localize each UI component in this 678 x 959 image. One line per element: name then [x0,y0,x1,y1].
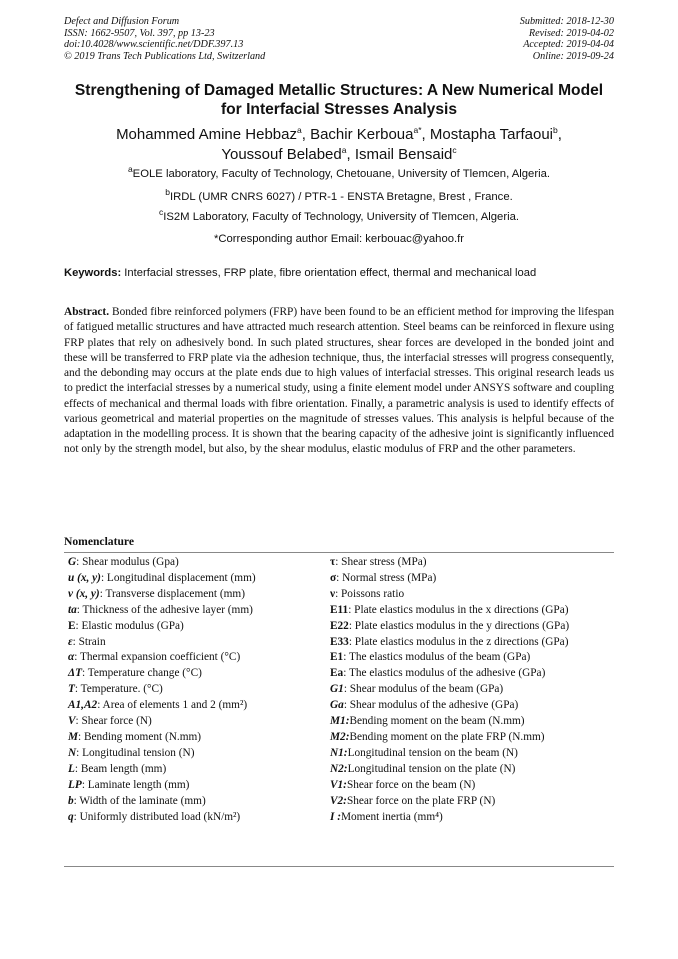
author-affil-mark: a [341,144,347,155]
nomenclature-top-rule [64,552,614,553]
nomenclature-symbol: ν [330,587,336,600]
nomenclature-description: : Longitudinal tension (N) [76,746,195,759]
author-name: Mohammed Amine Hebbaz [116,126,297,143]
nomenclature-entry [330,730,615,746]
nomenclature-symbol: LP [68,778,82,791]
nomenclature-symbol: ε [68,635,73,648]
nomenclature-symbol: V [68,715,76,728]
nomenclature-symbol: σ [330,571,337,584]
nomenclature-entry [68,555,330,571]
nomenclature-entry [68,635,330,651]
author-affil-mark: a [297,125,302,135]
nomenclature-left-column [68,555,330,825]
affiliation-a [40,164,638,181]
nomenclature-entry [68,778,330,794]
nomenclature-symbol: M2: [330,730,350,743]
nomenclature-entry [68,587,330,603]
nomenclature-description: : Thickness of the adhesive layer (mm) [76,603,253,616]
nomenclature-description: : Area of elements 1 and 2 (mm²) [97,699,248,712]
abstract-text: Bonded fibre reinforced polymers (FRP) have been found to be an efficient method for improving the lifespan of fatigued metallic structures and have attracted much research attention. Steel beams can be reinforced in flexure using FRP plates that rely on adhesively bond. In such plated structures, shear forces are developed in the bonded joint and these will be transferred to FRP plate via the adhesion technique, thus, the interfacial stresses will progress consequently, and the debonding may occurs at the plate ends due to high values of interfacial stresses. This original research leads us to predict the interfacial stresses by a numerical study, using a finite element model under ANSYS software and coupling effects of mechanical and thermal loads with fibre orientation. Finally, a parametric analysis is used to identify effects of various geometrical and material properties on the magnitude of stresses values. This analysis is helpful because of the adaptation in the modelling process. It is shown that the bearing capacity of the adhesive joint is significantly influenced not only by the strength model, but also, by the shear modulus, elastic modulus of FRP and the other parameters. [64,306,614,456]
abstract [64,305,614,458]
author-list [40,125,638,164]
nomenclature-entry [330,762,615,778]
nomenclature-description: : Temperature. (°C) [74,683,163,696]
nomenclature-right-column [330,555,615,825]
nomenclature-symbol: G [68,556,77,568]
nomenclature-entry [330,603,615,619]
nomenclature-description: : Uniformly distributed load (kN/m²) [73,810,241,823]
affiliation-mark: c [158,207,164,218]
affiliation-text: EOLE laboratory, Faculty of Technology, Chetouane, University of Tlemcen, Algeria. [132,168,551,180]
nomenclature-entry [330,587,615,603]
nomenclature-description: Bending moment on the plate FRP (N.mm) [349,730,545,743]
nomenclature-symbol: b [68,794,74,807]
nomenclature-entry [330,635,615,651]
nomenclature-description: Shear force on the plate FRP (N) [346,794,496,807]
journal-issn: ISSN: 1662-9507, Vol. 397, pp 13-23 [64,27,215,39]
nomenclature-description: : Plate elastics modulus in the x directions (GPa) [348,603,569,616]
author-affil-mark: b [553,125,558,135]
nomenclature-description: : Shear modulus of the beam (GPa) [343,683,504,696]
nomenclature-description: : Longitudinal displacement (mm) [100,571,256,584]
nomenclature-entry [68,762,330,778]
nomenclature-entry [330,698,615,714]
nomenclature-bottom-rule [64,866,614,867]
nomenclature-description: Moment inertia (mm⁴) [340,810,443,823]
nomenclature-symbol: E33 [330,635,349,648]
nomenclature-entry [330,571,615,587]
nomenclature-entry [68,730,330,746]
nomenclature-description: : Transverse displacement (mm) [99,587,245,600]
nomenclature-description: : Normal stress (MPa) [336,571,437,584]
nomenclature-description: Bending moment on the beam (N.mm) [349,715,525,728]
nomenclature-entry [68,698,330,714]
nomenclature-entry [68,682,330,698]
paper-title [40,82,638,119]
nomenclature-description: : Shear modulus (Gpa) [76,556,179,568]
nomenclature-entry [330,555,615,571]
nomenclature-description: : Laminate length (mm) [81,778,190,791]
nomenclature-entry [68,619,330,635]
nomenclature-description: Longitudinal tension on the plate (N) [347,762,516,775]
nomenclature-symbol: Ga [330,699,344,712]
abstract-label: Abstract. [64,306,110,318]
publication-dates [520,16,614,62]
nomenclature-symbol: E [68,619,76,632]
corresponding-author: *Corresponding author Email: kerbouac@yahoo.fr [213,233,465,245]
nomenclature-entry [68,714,330,730]
nomenclature-entry [68,571,330,587]
nomenclature-description: : The elastics modulus of the beam (GPa) [343,651,531,664]
affiliation-text: IS2M Laboratory, Faculty of Technology, University of Tlemcen, Algeria. [163,211,520,223]
nomenclature-symbol: E1 [330,651,344,664]
author-separator: , [346,145,355,163]
author-name: Bachir Kerboua [310,126,414,143]
nomenclature-symbol: G1 [330,683,344,696]
revised-date: Revised: 2019-04-02 [528,27,614,39]
nomenclature-description: : Temperature change (°C) [81,667,202,680]
author-name: Youssouf Belabed [221,145,342,163]
affiliation-c [40,207,638,224]
nomenclature-description: : Thermal expansion coefficient (°C) [74,651,241,664]
nomenclature-entry [330,714,615,730]
nomenclature-entry [330,682,615,698]
nomenclature-description: : Plate elastics modulus in the z directions (GPa) [348,635,569,648]
nomenclature-description: : Bending moment (N.mm) [78,730,202,743]
nomenclature-symbol: v (x, y) [68,587,100,600]
nomenclature-entry [68,603,330,619]
keywords-label: Keywords: [64,267,122,279]
nomenclature-description: : Shear force (N) [75,715,152,728]
nomenclature-entry [330,619,615,635]
nomenclature-description: Longitudinal tension on the beam (N) [347,746,518,759]
nomenclature-symbol: N [68,746,77,759]
online-date: Online: 2019-09-24 [532,50,614,62]
affiliation-mark: a [127,164,133,175]
nomenclature-symbol: E22 [330,619,349,632]
nomenclature-description: : Elastic modulus (GPa) [75,619,184,632]
nomenclature-symbol: Ea [330,667,344,680]
keywords-text: Interfacial stresses, FRP plate, fibre orientation effect, thermal and mechanical load [121,267,537,279]
nomenclature-symbol: L [68,762,75,775]
author-affil-mark: c [452,144,457,155]
nomenclature-entry [330,666,615,682]
journal-name: Defect and Diffusion Forum [64,16,180,27]
journal-copyright: © 2019 Trans Tech Publications Ltd, Switzerland [64,50,266,62]
nomenclature-entry [68,746,330,762]
nomenclature-symbol: ΔT [68,667,82,680]
nomenclature-symbol: N1: [330,746,348,759]
nomenclature-symbol: E11 [330,603,349,616]
nomenclature-entry [330,810,615,826]
nomenclature-entry [330,778,615,794]
nomenclature-entry [330,650,615,666]
nomenclature-symbol: V1: [330,778,347,791]
author-affil-mark: a* [413,125,422,135]
nomenclature-description: : Strain [72,635,106,648]
nomenclature-entry [68,794,330,810]
keywords [64,266,624,280]
nomenclature-description: : Shear modulus of the adhesive (GPa) [343,699,519,712]
nomenclature-description: : Plate elastics modulus in the y directions (GPa) [348,619,570,632]
nomenclature-description: : The elastics modulus of the adhesive (GPa) [343,667,546,680]
title-line-2: for Interfacial Stresses Analysis [220,100,458,118]
nomenclature-symbol: α [68,651,75,664]
journal-info [64,16,265,62]
submitted-date: Submitted: 2018-12-30 [519,16,614,27]
nomenclature-symbol: q [68,810,74,823]
nomenclature-entry [68,650,330,666]
nomenclature-symbol: I : [330,810,341,823]
journal-doi: doi:10.4028/www.scientific.net/DDF.397.13 [64,39,244,51]
nomenclature-description: : Shear stress (MPa) [335,556,427,568]
nomenclature-symbol: u (x, y) [68,571,101,584]
nomenclature-symbol: A1,A2 [68,699,98,712]
author-name: Ismail Bensaid [354,145,453,163]
accepted-date: Accepted: 2019-04-04 [523,39,614,51]
nomenclature-symbol: M1: [330,715,350,728]
nomenclature-symbol: N2: [330,762,348,775]
author-separator: , [421,126,430,143]
nomenclature-symbol: T [68,683,75,696]
nomenclature-description: : Beam length (mm) [74,762,167,775]
nomenclature-symbol: τ [330,556,336,568]
nomenclature-entry [330,794,615,810]
nomenclature-heading: Nomenclature [64,535,134,548]
nomenclature-entry [330,746,615,762]
nomenclature-description: : Width of the laminate (mm) [73,794,206,807]
author-separator: , [557,126,562,143]
nomenclature-description: Shear force on the beam (N) [346,778,476,791]
affiliation-mark: b [165,187,170,198]
author-separator: , [301,126,311,143]
nomenclature-symbol: ta [68,603,77,616]
nomenclature-entry [68,666,330,682]
title-line-1: Strengthening of Damaged Metallic Structures: A New Numerical Model [74,82,604,99]
nomenclature-symbol: M [68,730,79,743]
author-name: Mostapha Tarfaoui [429,126,554,143]
nomenclature-entry [68,810,330,826]
nomenclature-symbol: V2: [330,794,347,807]
affiliation-text: IRDL (UMR CNRS 6027) / PTR-1 - ENSTA Bretagne, Brest , France. [169,191,513,203]
nomenclature-description: : Poissons ratio [335,587,405,600]
affiliation-b [40,187,638,204]
